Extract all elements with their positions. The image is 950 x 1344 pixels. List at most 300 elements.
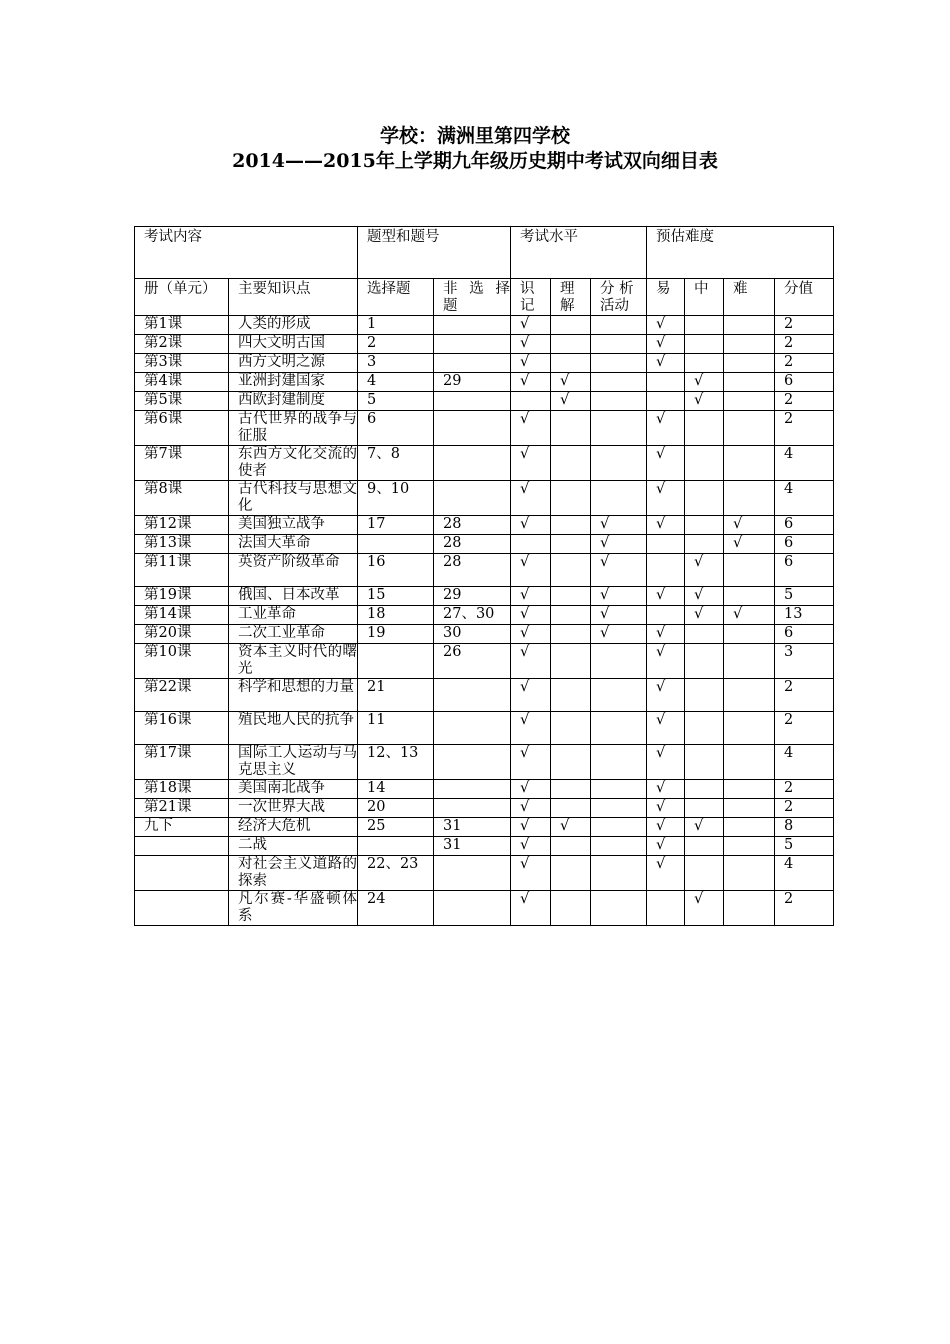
table-row [135, 535, 834, 554]
cell-easy: √ [647, 587, 685, 606]
cell-choice: 15 [358, 587, 434, 606]
cell-score: 2 [775, 411, 834, 446]
cell-choice: 25 [358, 818, 434, 837]
cell-medium: √ [685, 587, 724, 606]
cell-easy: √ [647, 625, 685, 644]
cell-choice: 14 [358, 780, 434, 799]
cell-knowledge: 殖民地人民的抗争 [229, 712, 358, 745]
cell-score: 6 [775, 516, 834, 535]
cell-knowledge: 英资产阶级革命 [229, 554, 358, 587]
cell-recall: √ [511, 446, 551, 481]
cell-recall: √ [511, 644, 551, 679]
cell-choice: 18 [358, 606, 434, 625]
cell-nonchoice: 31 [434, 837, 511, 856]
cell-nonchoice: 28 [434, 535, 511, 554]
cell-choice: 22、23 [358, 856, 434, 891]
cell-understand [551, 481, 591, 516]
cell-nonchoice [434, 481, 511, 516]
cell-medium: √ [685, 554, 724, 587]
group-header-row [135, 227, 834, 279]
cell-hard [724, 411, 775, 446]
cell-medium: √ [685, 818, 724, 837]
cell-recall: √ [511, 891, 551, 926]
cell-understand [551, 837, 591, 856]
table-row [135, 446, 834, 481]
cell-analysis [591, 481, 647, 516]
table-row [135, 891, 834, 926]
school-title: 学校：满洲里第四学校 [379, 125, 570, 147]
cell-score: 2 [775, 799, 834, 818]
cell-analysis [591, 335, 647, 354]
cell-unit: 第14课 [135, 606, 229, 625]
cell-easy: √ [647, 481, 685, 516]
cell-nonchoice [434, 411, 511, 446]
cell-medium: √ [685, 373, 724, 392]
cell-score: 2 [775, 335, 834, 354]
cell-score: 2 [775, 780, 834, 799]
table-row [135, 335, 834, 354]
cell-knowledge: 俄国、日本改革 [229, 587, 358, 606]
cell-hard [724, 335, 775, 354]
cell-score: 2 [775, 316, 834, 335]
cell-analysis [591, 780, 647, 799]
cell-nonchoice [434, 679, 511, 712]
table-row [135, 818, 834, 837]
cell-knowledge: 古代世界的战争与征服 [229, 411, 358, 446]
cell-medium [685, 625, 724, 644]
table-row [135, 799, 834, 818]
cell-understand: √ [551, 373, 591, 392]
cell-choice: 7、8 [358, 446, 434, 481]
cell-recall: √ [511, 516, 551, 535]
cell-hard [724, 856, 775, 891]
cell-easy: √ [647, 354, 685, 373]
table-row [135, 373, 834, 392]
cell-medium [685, 481, 724, 516]
cell-medium [685, 679, 724, 712]
cell-hard [724, 679, 775, 712]
cell-score: 6 [775, 535, 834, 554]
cell-unit [135, 837, 229, 856]
cell-analysis [591, 411, 647, 446]
cell-recall [511, 535, 551, 554]
cell-choice: 3 [358, 354, 434, 373]
cell-recall: √ [511, 625, 551, 644]
cell-easy: √ [647, 516, 685, 535]
cell-score: 2 [775, 712, 834, 745]
cell-hard: √ [724, 606, 775, 625]
cell-analysis [591, 316, 647, 335]
cell-easy [647, 606, 685, 625]
cell-choice: 9、10 [358, 481, 434, 516]
cell-hard: √ [724, 535, 775, 554]
cell-score: 4 [775, 856, 834, 891]
cell-recall: √ [511, 554, 551, 587]
cell-recall: √ [511, 373, 551, 392]
cell-nonchoice [434, 891, 511, 926]
cell-knowledge: 二战 [229, 837, 358, 856]
cell-easy: √ [647, 679, 685, 712]
header-analysis: 分 析 活动 [591, 279, 647, 316]
cell-knowledge: 法国大革命 [229, 535, 358, 554]
cell-score: 6 [775, 625, 834, 644]
cell-choice [358, 535, 434, 554]
cell-easy: √ [647, 799, 685, 818]
cell-recall: √ [511, 335, 551, 354]
cell-understand [551, 712, 591, 745]
cell-recall: √ [511, 856, 551, 891]
cell-unit [135, 856, 229, 891]
cell-choice: 11 [358, 712, 434, 745]
header-medium: 中 [685, 279, 724, 316]
cell-knowledge: 西欧封建制度 [229, 392, 358, 411]
cell-score: 2 [775, 679, 834, 712]
cell-unit [135, 891, 229, 926]
table-row [135, 712, 834, 745]
cell-score: 5 [775, 837, 834, 856]
cell-recall: √ [511, 411, 551, 446]
cell-hard [724, 644, 775, 679]
cell-analysis [591, 891, 647, 926]
cell-hard [724, 837, 775, 856]
cell-hard [724, 799, 775, 818]
table-row [135, 392, 834, 411]
cell-nonchoice: 31 [434, 818, 511, 837]
cell-knowledge: 对社会主义道路的探索 [229, 856, 358, 891]
cell-nonchoice [434, 316, 511, 335]
cell-understand [551, 644, 591, 679]
cell-understand: √ [551, 818, 591, 837]
cell-hard [724, 780, 775, 799]
table-row [135, 606, 834, 625]
header-difficulty: 预估难度 [647, 227, 834, 279]
cell-understand [551, 516, 591, 535]
cell-medium [685, 316, 724, 335]
cell-understand [551, 799, 591, 818]
cell-recall: √ [511, 780, 551, 799]
header-question-type: 题型和题号 [358, 227, 511, 279]
cell-nonchoice: 27、30 [434, 606, 511, 625]
cell-medium [685, 335, 724, 354]
cell-choice: 5 [358, 392, 434, 411]
cell-knowledge: 二次工业革命 [229, 625, 358, 644]
header-hard: 难 [724, 279, 775, 316]
cell-analysis: √ [591, 587, 647, 606]
cell-hard [724, 745, 775, 780]
cell-understand [551, 316, 591, 335]
cell-knowledge: 亚洲封建国家 [229, 373, 358, 392]
cell-unit: 第22课 [135, 679, 229, 712]
cell-understand [551, 554, 591, 587]
cell-easy [647, 392, 685, 411]
cell-nonchoice: 30 [434, 625, 511, 644]
table-row [135, 481, 834, 516]
cell-understand [551, 745, 591, 780]
cell-hard [724, 625, 775, 644]
cell-nonchoice [434, 745, 511, 780]
cell-understand: √ [551, 392, 591, 411]
cell-easy: √ [647, 316, 685, 335]
cell-unit: 第12课 [135, 516, 229, 535]
cell-easy [647, 554, 685, 587]
cell-score: 2 [775, 891, 834, 926]
cell-analysis [591, 373, 647, 392]
header-recall: 识 记 [511, 279, 551, 316]
cell-easy [647, 891, 685, 926]
cell-easy: √ [647, 745, 685, 780]
cell-hard: √ [724, 516, 775, 535]
cell-hard [724, 712, 775, 745]
table-row [135, 679, 834, 712]
cell-recall: √ [511, 606, 551, 625]
cell-unit: 第3课 [135, 354, 229, 373]
cell-nonchoice: 29 [434, 373, 511, 392]
cell-unit: 第18课 [135, 780, 229, 799]
cell-hard [724, 316, 775, 335]
cell-choice: 20 [358, 799, 434, 818]
header-choice: 选择题 [358, 279, 434, 316]
table-row [135, 411, 834, 446]
cell-knowledge: 人类的形成 [229, 316, 358, 335]
cell-unit: 第4课 [135, 373, 229, 392]
cell-score: 3 [775, 644, 834, 679]
cell-knowledge: 国际工人运动与马克思主义 [229, 745, 358, 780]
table-row [135, 837, 834, 856]
table-row [135, 316, 834, 335]
cell-recall: √ [511, 799, 551, 818]
cell-score: 2 [775, 392, 834, 411]
cell-recall: √ [511, 587, 551, 606]
header-understand: 理 解 [551, 279, 591, 316]
cell-score: 6 [775, 373, 834, 392]
cell-analysis [591, 679, 647, 712]
exam-detail-table [134, 226, 834, 926]
cell-knowledge: 古代科技与思想文化 [229, 481, 358, 516]
cell-knowledge: 西方文明之源 [229, 354, 358, 373]
cell-nonchoice [434, 392, 511, 411]
cell-analysis [591, 856, 647, 891]
cell-score: 13 [775, 606, 834, 625]
cell-medium [685, 780, 724, 799]
cell-easy: √ [647, 856, 685, 891]
cell-choice: 4 [358, 373, 434, 392]
cell-understand [551, 891, 591, 926]
cell-medium [685, 446, 724, 481]
table-row [135, 354, 834, 373]
cell-hard [724, 554, 775, 587]
cell-understand [551, 335, 591, 354]
cell-medium: √ [685, 392, 724, 411]
cell-hard [724, 818, 775, 837]
table-row [135, 554, 834, 587]
header-easy: 易 [647, 279, 685, 316]
cell-unit: 第1课 [135, 316, 229, 335]
table-row [135, 625, 834, 644]
cell-analysis [591, 392, 647, 411]
cell-unit: 第10课 [135, 644, 229, 679]
cell-choice: 21 [358, 679, 434, 712]
cell-analysis: √ [591, 535, 647, 554]
cell-unit: 第11课 [135, 554, 229, 587]
cell-analysis [591, 799, 647, 818]
cell-understand [551, 856, 591, 891]
cell-choice: 19 [358, 625, 434, 644]
cell-knowledge: 凡尔赛-华盛顿体系 [229, 891, 358, 926]
table-row [135, 780, 834, 799]
cell-unit: 第19课 [135, 587, 229, 606]
cell-nonchoice [434, 335, 511, 354]
cell-choice: 12、13 [358, 745, 434, 780]
cell-medium [685, 535, 724, 554]
cell-knowledge: 经济大危机 [229, 818, 358, 837]
cell-knowledge: 美国独立战争 [229, 516, 358, 535]
cell-unit: 第21课 [135, 799, 229, 818]
cell-analysis [591, 644, 647, 679]
cell-analysis: √ [591, 554, 647, 587]
cell-medium [685, 856, 724, 891]
cell-analysis [591, 712, 647, 745]
cell-easy: √ [647, 818, 685, 837]
table-row [135, 516, 834, 535]
cell-unit: 第17课 [135, 745, 229, 780]
cell-hard [724, 446, 775, 481]
cell-score: 8 [775, 818, 834, 837]
cell-knowledge: 工业革命 [229, 606, 358, 625]
cell-medium [685, 411, 724, 446]
cell-understand [551, 535, 591, 554]
cell-knowledge: 美国南北战争 [229, 780, 358, 799]
table-row [135, 587, 834, 606]
cell-recall: √ [511, 745, 551, 780]
cell-easy: √ [647, 712, 685, 745]
header-unit: 册（单元） [135, 279, 229, 316]
header-exam-level: 考试水平 [511, 227, 647, 279]
cell-hard [724, 373, 775, 392]
cell-easy: √ [647, 335, 685, 354]
cell-unit: 第16课 [135, 712, 229, 745]
cell-analysis [591, 837, 647, 856]
cell-nonchoice [434, 780, 511, 799]
cell-choice: 6 [358, 411, 434, 446]
cell-medium [685, 745, 724, 780]
header-nonchoice: 非 选 择 题 [434, 279, 511, 316]
cell-unit: 九下 [135, 818, 229, 837]
cell-unit: 第5课 [135, 392, 229, 411]
header-content: 考试内容 [135, 227, 358, 279]
cell-nonchoice: 29 [434, 587, 511, 606]
cell-nonchoice [434, 856, 511, 891]
cell-recall: √ [511, 316, 551, 335]
cell-medium [685, 354, 724, 373]
cell-understand [551, 606, 591, 625]
cell-medium [685, 644, 724, 679]
header-knowledge: 主要知识点 [229, 279, 358, 316]
cell-nonchoice [434, 799, 511, 818]
table-row [135, 644, 834, 679]
cell-medium: √ [685, 891, 724, 926]
cell-knowledge: 资本主义时代的曙光 [229, 644, 358, 679]
cell-medium [685, 712, 724, 745]
cell-hard [724, 587, 775, 606]
cell-choice [358, 644, 434, 679]
cell-knowledge: 科学和思想的力量 [229, 679, 358, 712]
cell-analysis: √ [591, 625, 647, 644]
cell-nonchoice: 28 [434, 554, 511, 587]
document-title: 2014——2015年上学期九年级历史期中考试双向细目表 [232, 150, 718, 172]
cell-easy: √ [647, 446, 685, 481]
cell-nonchoice [434, 446, 511, 481]
cell-choice: 1 [358, 316, 434, 335]
cell-easy [647, 535, 685, 554]
cell-analysis: √ [591, 606, 647, 625]
cell-recall: √ [511, 818, 551, 837]
cell-analysis [591, 818, 647, 837]
cell-choice: 17 [358, 516, 434, 535]
cell-score: 4 [775, 446, 834, 481]
table-row [135, 856, 834, 891]
cell-medium [685, 516, 724, 535]
cell-recall: √ [511, 481, 551, 516]
header-score: 分值 [775, 279, 834, 316]
cell-score: 2 [775, 354, 834, 373]
cell-unit: 第7课 [135, 446, 229, 481]
cell-choice [358, 837, 434, 856]
cell-understand [551, 354, 591, 373]
cell-choice: 2 [358, 335, 434, 354]
cell-nonchoice [434, 354, 511, 373]
cell-hard [724, 891, 775, 926]
cell-understand [551, 411, 591, 446]
cell-knowledge: 东西方文化交流的使者 [229, 446, 358, 481]
cell-easy: √ [647, 644, 685, 679]
cell-medium: √ [685, 606, 724, 625]
cell-analysis: √ [591, 516, 647, 535]
cell-medium [685, 799, 724, 818]
cell-analysis [591, 354, 647, 373]
cell-recall: √ [511, 679, 551, 712]
cell-knowledge: 一次世界大战 [229, 799, 358, 818]
cell-choice: 16 [358, 554, 434, 587]
table-row [135, 745, 834, 780]
cell-analysis [591, 446, 647, 481]
cell-medium [685, 837, 724, 856]
cell-unit: 第6课 [135, 411, 229, 446]
cell-recall [511, 392, 551, 411]
cell-hard [724, 392, 775, 411]
cell-score: 4 [775, 745, 834, 780]
cell-understand [551, 625, 591, 644]
cell-easy: √ [647, 837, 685, 856]
cell-choice: 24 [358, 891, 434, 926]
cell-score: 4 [775, 481, 834, 516]
cell-understand [551, 780, 591, 799]
cell-understand [551, 587, 591, 606]
cell-score: 5 [775, 587, 834, 606]
cell-analysis [591, 745, 647, 780]
cell-hard [724, 354, 775, 373]
cell-easy: √ [647, 780, 685, 799]
cell-understand [551, 446, 591, 481]
cell-score: 6 [775, 554, 834, 587]
cell-unit: 第8课 [135, 481, 229, 516]
cell-easy: √ [647, 411, 685, 446]
cell-hard [724, 481, 775, 516]
cell-unit: 第20课 [135, 625, 229, 644]
cell-recall: √ [511, 712, 551, 745]
cell-easy [647, 373, 685, 392]
cell-nonchoice: 28 [434, 516, 511, 535]
cell-understand [551, 679, 591, 712]
